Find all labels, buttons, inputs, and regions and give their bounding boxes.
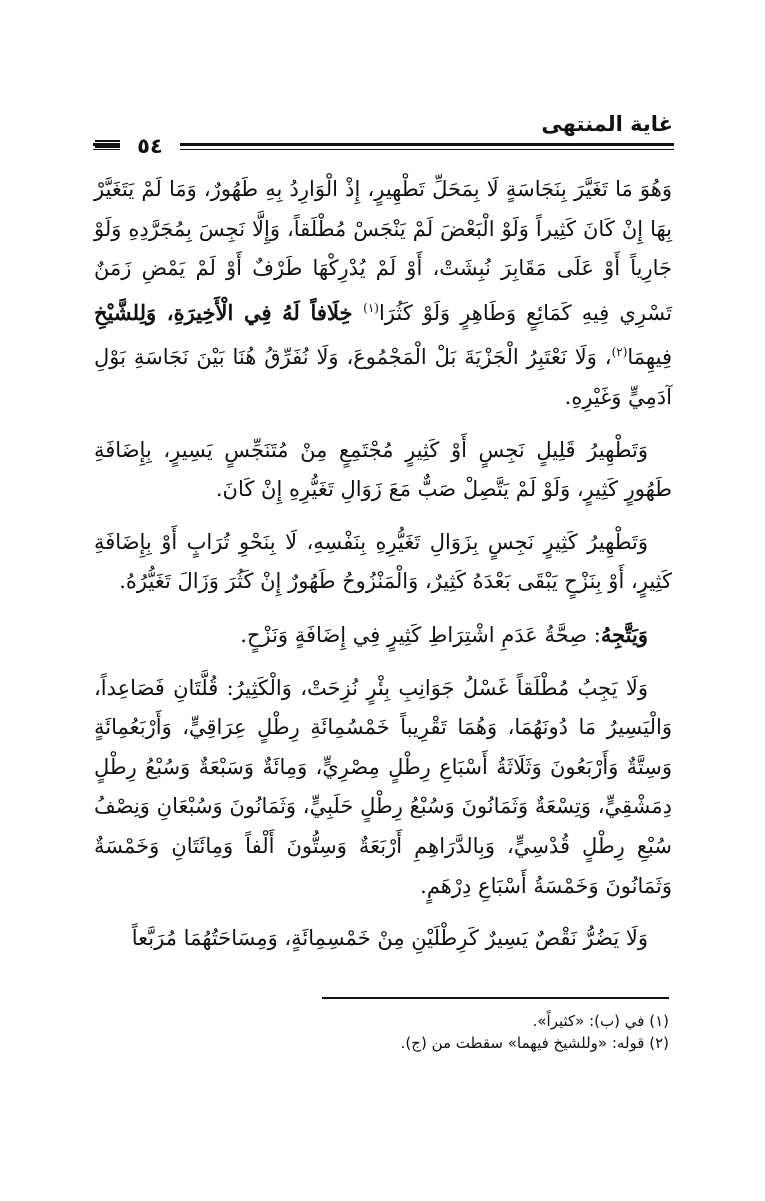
footnote: [100, 1010, 669, 1032]
footnote-marker: (١): [649, 1012, 669, 1030]
main-text: [94, 170, 672, 972]
text-run: ، وَلَا نَعْتَبِرُ الْجَزْيَةَ بَلْ الْمَجْمُوعَ، وَلَا نُفَرِّقُ هُنَا بَيْنَ نَجَاسَةِ بَوْلِ آدَمِيٍّ وَغَيْرِهِ.: [94, 345, 672, 409]
text-run: وَتَطْهِيرُ قَلِيلٍ نَجِسٍ أَوْ كَثِيرٍ مُجْتَمِعٍ مِنْ مُتَنَجِّسٍ يَسِيرٍ، بِإِضَافَةِ طَهُورٍ كَثِيرٍ، وَلَوْ لَمْ يَتَّصِلْ صَبٌّ مَعَ زَوَالِ تَغَيُّرِهِ إِنْ كَانَ.: [94, 437, 672, 502]
header-rule-thick: [93, 143, 674, 146]
footnote-ref: (٢): [611, 345, 628, 360]
footnote-ref: (١): [363, 300, 379, 315]
footnote: [100, 1032, 669, 1054]
text-run: وَتَطْهِيرُ كَثِيرٍ نَجِسٍ بِزَوَالِ تَغَيُّرِهِ بِنَفْسِهِ، لَا بِنَحْوِ تُرَابٍ أَوْ بِإِضَافَةِ كَثِيرٍ، أَوْ بِنَزْحٍ يَبْقَى بَعْدَهُ كَثِيرٌ، وَالْمَنْزُوحُ طَهُورٌ إِنْ كَثُرَ وَزَالَ تَغَيُّرُهُ.: [94, 529, 672, 594]
text-run: وَهُوَ مَا تَغَيَّرَ بِنَجَاسَةٍ لَا بِمَحَلِّ تَطْهِيرٍ، إِذْ الْوَارِدُ بِهِ طَهُورٌ، وَمَا لَمْ يَتَغَيَّرْ بِهَا إِنْ كَانَ كَثِيراً وَلَوْ الْبَعْضَ لَمْ يَنْجَسْ مُطْلَقاً، وَإِلَّا نَجِسَ بِمُجَرَّدِهِ وَلَوْ جَارِياً أَوْ عَلَى مَقَابِرَ نُبِشَتْ، أَوْ لَمْ يُدْرِكْهَا طَرْفٌ أَوْ لَمْ يَمْضِ زَمَنٌ تَسْرِي فِيهِ كَمَائِعٍ وَطَاهِرٍ وَلَوْ كَثُرَا: [94, 177, 672, 325]
page-number: ٥٤: [120, 131, 180, 161]
text-run: : صِحَّةُ عَدَمِ اشْتِرَاطِ كَثِيرٍ فِي إِضَافَةٍ وَنَزْحٍ.: [240, 622, 601, 647]
paragraph: [94, 669, 672, 907]
paragraph: [94, 919, 672, 959]
paragraph: [94, 523, 672, 602]
footnote-text: قوله: «وللشيخ فيهما» سقطت من (ج).: [400, 1034, 650, 1052]
text-run: وَلَا يَضُرُّ نَقْصٌ يَسِيرٌ كَرِطْلَيْنِ مِنْ خَمْسِمِائَةٍ، وَمِسَاحَتُهُمَا مُرَبَّعاً: [131, 926, 648, 951]
paragraph: [94, 615, 672, 656]
text-run: وَلَا يَجِبُ مُطْلَقاً غَسْلُ جَوَانِبِ بِئْرٍ نُزِحَتْ، وَالْكَثِيرُ: قُلَّتَانِ فَصَاعِداً، وَالْيَسِيرُ مَا دُونَهُمَا، وَهُمَا تَقْرِيباً خَمْسُمِائَةِ رِطْلٍ عِرَاقِيٍّ، وَأَرْبَعُمِائَةٍ وَسِتَّةٌ وَأَرْبَعُونَ وَثَلَاثَةُ أَسْبَاعِ رِطْلٍ مِصْرِيٍّ، وَمِائَةٌ وَسَبْعَةٌ وَسُبْعُ رِطْلٍ دِمَشْقِيٍّ، وَتِسْعَةٌ وَثَمَانُونَ وَسُبْعُ رِطْلٍ حَلَبِيٍّ، وَثَمَانُونَ وَسُبْعَانِ وَنِصْفُ سُبْعِ رِطْلٍ قُدْسِيٍّ، وَبِالدَّرَاهِمِ أَرْبَعَةٌ وَسِتُّونَ أَلْفاً وَمِائَتَانِ وَخَمْسَةٌ وَثَمَانُونَ وَخَمْسَةُ أَسْبَاعِ دِرْهَمٍ.: [94, 675, 672, 898]
text-run: فِيهِمَا: [627, 345, 672, 370]
footnotes: [100, 1010, 669, 1054]
footnote-text: في (ب): «كثيراً».: [532, 1012, 650, 1030]
bold-text: خِلَافاً لَهُ فِي الْأَخِيرَةِ، وَلِلشَّيْخِ: [94, 299, 364, 325]
paragraph: [94, 170, 672, 418]
running-title: غاية المنتهى: [541, 112, 673, 136]
header-rule-thin: [93, 149, 674, 150]
paragraph: [94, 431, 672, 510]
footnote-separator: [322, 997, 669, 999]
bold-text: وَيَتَّجِهُ: [600, 621, 648, 647]
footnote-marker: (٢): [649, 1034, 669, 1052]
